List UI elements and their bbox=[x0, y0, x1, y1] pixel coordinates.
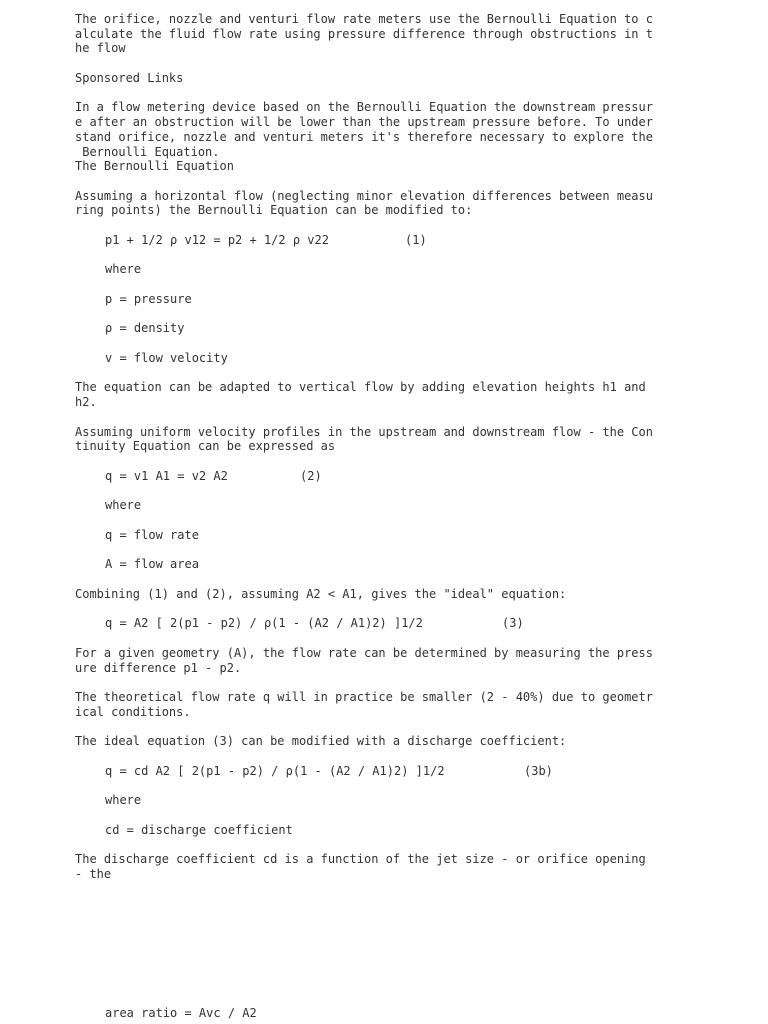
where-label-3: where bbox=[105, 793, 142, 808]
geometry-paragraph: For a given geometry (A), the flow rate can be determined by measuring the press ure difference p1 - p2. bbox=[75, 645, 653, 675]
equation-3 bbox=[75, 616, 685, 631]
theoretical-paragraph: The theoretical flow rate q will in practice be smaller (2 - 40%) due to geometr ical conditions. bbox=[75, 690, 653, 719]
definition-flow-rate: q = flow rate bbox=[105, 527, 199, 542]
jet-size-paragraph: The discharge coefficient cd is a function of the jet size - or orifice opening - the bbox=[75, 852, 646, 881]
definition-flow-area: A = flow area bbox=[105, 557, 199, 572]
definition-pressure: p = pressure bbox=[105, 291, 192, 306]
equation-1-formula: p1 + 1/2 ρ v12 = p2 + 1/2 ρ v22 bbox=[105, 232, 329, 247]
discharge-intro-paragraph: The ideal equation (3) can be modified with a discharge coefficient: bbox=[75, 734, 567, 749]
equation-2-number: (2) bbox=[300, 468, 322, 483]
sponsored-links-label: Sponsored Links bbox=[75, 70, 184, 85]
definition-discharge-coefficient: cd = discharge coefficient bbox=[105, 822, 293, 837]
device-paragraph: In a flow metering device based on the Bernoulli Equation the downstream pressur e after an obstruction will be lower than the upstream pressure before. To under stand orifice, nozzle and venturi meters it's therefore necessary to explore the Bernoulli Equation. bbox=[75, 100, 653, 159]
combining-paragraph: Combining (1) and (2), assuming A2 < A1, gives the "ideal" equation: bbox=[75, 586, 567, 601]
equation-3b-formula: q = cd A2 [ 2(p1 - p2) / ρ(1 - (A2 / A1)2) ]1/2 bbox=[105, 763, 445, 778]
intro-paragraph: The orifice, nozzle and venturi flow rate meters use the Bernoulli Equation to c alculate the fluid flow rate using pressure difference through obstructions in t he flow bbox=[75, 12, 653, 56]
definition-velocity: v = flow velocity bbox=[105, 350, 228, 365]
vertical-flow-paragraph: The equation can be adapted to vertical flow by adding elevation heights h1 and h2. bbox=[75, 380, 646, 410]
equation-3-formula: q = A2 [ 2(p1 - p2) / ρ(1 - (A2 / A1)2) ]1/2 bbox=[105, 616, 423, 631]
where-label-2: where bbox=[105, 498, 142, 513]
equation-3b bbox=[75, 764, 685, 779]
continuity-paragraph: Assuming uniform velocity profiles in the upstream and downstream flow - the Con tinuity Equation can be expressed as bbox=[75, 424, 653, 454]
area-ratio-line: area ratio = Avc / A2 bbox=[105, 1006, 257, 1020]
bernoulli-heading: The Bernoulli Equation bbox=[75, 159, 234, 174]
where-label-1: where bbox=[105, 262, 142, 277]
equation-1-number: (1) bbox=[405, 232, 427, 247]
equation-3-number: (3) bbox=[502, 616, 524, 631]
equation-2 bbox=[75, 469, 685, 484]
equation-2-formula: q = v1 A1 = v2 A2 bbox=[105, 468, 228, 483]
equation-3b-number: (3b) bbox=[524, 763, 553, 778]
horizontal-flow-paragraph: Assuming a horizontal flow (neglecting minor elevation differences between measu ring points) the Bernoulli Equation can be modified to: bbox=[75, 188, 653, 218]
equation-1 bbox=[75, 233, 685, 248]
article-body bbox=[75, 12, 685, 882]
definition-density: ρ = density bbox=[105, 321, 185, 336]
